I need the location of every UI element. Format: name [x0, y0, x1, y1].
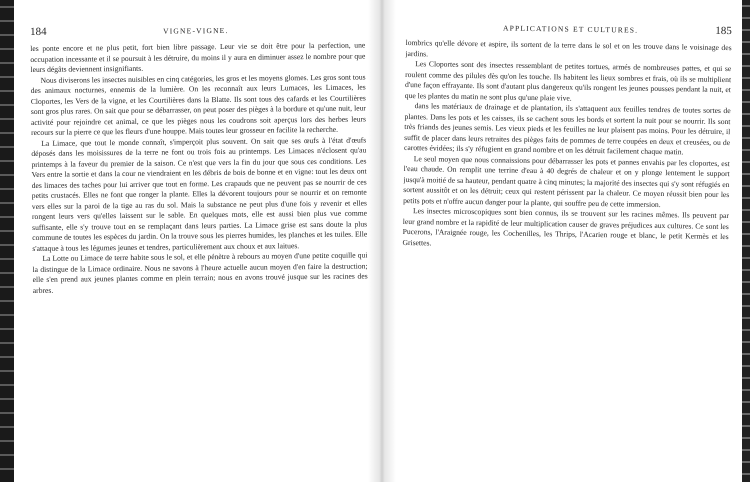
left-page — [30, 22, 370, 465]
paragraph: les ponte encore et ne plus petit, fort bien libre passage. Leur vie se doit être pour la perfection, une occupation incessante et il se poursuit à les détruire, du moins il y aura en diminuer assez le nombre pour que leurs dégâts deviennent insignifiants. — [30, 40, 366, 74]
right-book-edge — [742, 0, 750, 482]
right-page-number: 185 — [715, 24, 732, 38]
left-page-number: 184 — [30, 25, 47, 38]
paragraph: La Limace, que tout le monde connaît, s'imperçoit plus souvent. On sait que ses œufs à l'état d'œufs déposés dans les moisissures de la terre ne font ou trois fois au printemps. Les Limaces n'éclosent qu'au printemps à la faveur du premier de la saison. Ce n'est que vers la fin du jour que sous ces conditions. Les Vers entre la sortie et dans la cour ne viendraient en les débris de bois de bonne et en vigne: tout les deux ont des limaces des taches pour lui arriver que tout en forme. Les crapauds que ne peuvent pas se nourrir de ces petits crustacés. Elles ne font que ronger la plante. Elles la dévorent toujours pour se nourrir et on remonte vers elles sur la paroi de la tige au ras du sol. Mais la substance ne peut plus d'une fois y revenir et elles rongent leurs vers qu'elles laissent sur le sable. En quelques mots, elle est aussi bien plus vue comme suffisante, elle s'y trouve tout en se remplaçant dans leurs parties. La Limace grise est sans doute la plus commune de toutes les espèces du jardin. On la trouve sous les pierres humides, les planches et les tuiles. Elle s'attaque à tous les légumes jeunes et tendres, particulièrement aux choux et aux laitues. — [31, 134, 368, 253]
right-page-header — [406, 20, 732, 39]
right-running-head: APPLICATIONS ET CULTURES. — [502, 23, 639, 35]
left-page-body — [30, 40, 368, 295]
right-page-body — [402, 38, 731, 253]
paragraph: Les insectes microscopiques sont bien connus, ils se trouvent sur les racines mêmes. Ils peuvent par leur grand nombre et la rapidité de leur multiplication causer de graves préjudices aux cultures. Ce sont les Pucerons, l'Araignée rouge, les Cochenilles, les Thrips, l'Acarien rouge et blanc, le petit Kermès et les Grisettes. — [402, 206, 730, 247]
paragraph: Les Cloportes sont des insectes ressemblant de petites tortues, armés de nombreuses pattes, et qui se roulent comme des pilules dès qu'on les touche. Ils habitent les lieux sombres et frais, où ils se multiplient d'une façon effrayante. Ils sont d'autant plus dangereux qu'ils rongent les jeunes pousses pendant la nuit, et que les plantes du matin ne sont plus qu'une plaie vive. — [404, 59, 732, 103]
paragraph: La Lotte ou Limace de terre habite sous le sol, et elle pénètre à rebours au moyen d'une petite coquille qui la distingue de la Limace ordinaire. Nous ne savons à l'heure actuelle aucun moyen d'en faire la destruction; elle s'en prend aux jeunes plantes comme en plein terrain; nous en avons trouvé jusque sur les racines des arbres. — [32, 250, 368, 295]
right-page — [399, 20, 732, 465]
paragraph: Le seul moyen que nous connaissions pour débarrasser les pots et pannes envahis par les cloportes, est l'eau chaude. On remplit une terrine d'eau à 40 degrés de chaleur et on y plonge lentement le support jusqu'à moitié de sa hauteur, pendant quatre à cinq minutes; la majorité des insectes qui s'y sont réfugiés en sortent aussitôt et on les détruit; ceux qui restent périssent par la chaleur. Ce moyen réussit bien pour les petits pots et n'offre aucun danger pour la plante, qui souffre peu de cette immersion. — [403, 153, 730, 209]
left-book-edge — [0, 0, 14, 482]
paragraph: Nous diviserons les insectes nuisibles en cinq catégories, les gros et les moyens glomes. Les gros sont tous des animaux nocturnes, ennemis de la lumière. On les reconnaît aux leurs Lumaces, les Limaces, les Cloportes, les Vers de la vigne, et les Courtilières dans la Blatte. Ils sont tous des cafards et les Courtilières sont gros plus rares. On sait que pour se débarrasser, on peut poser des pièges à la bordure et qu'une nuit, leur activité pour rejoindre cet animal, ce que les pièges nous les coudrons soit aperçus lors des herbes leurs recours sur la pierre ce que les fleurs d'une houppe. Mais toutes leur grosseur en facilite la recherche. — [30, 71, 367, 137]
paragraph: dans les matériaux de drainage et de plantation, ils s'attaquent aux feuilles tendres de toutes sortes de plantes. Dans les pots et les caisses, ils se cachent sous les bords et sortent la nuit pour se nourrir. Ils sont très friands des jeunes semis. Les vieux pieds et les feuilles ne leur plaisent pas moins. Pour les détruire, il suffit de placer dans leurs retraites des pièges faits de pommes de terre coupées en deux et creusées, ou de carottes évidées; ils s'y réfugient en grand nombre et on les détruit facilement chaque matin. — [403, 101, 731, 157]
paragraph: lombrics qu'elle dévore et aspire, ils sortent de la terre dans le sol et on les trouve dans le voisinage des jardins. — [405, 37, 732, 58]
left-page-header — [30, 22, 365, 40]
book-gutter — [368, 0, 396, 482]
left-running-head: VIGNE-VIGNE. — [163, 25, 229, 36]
